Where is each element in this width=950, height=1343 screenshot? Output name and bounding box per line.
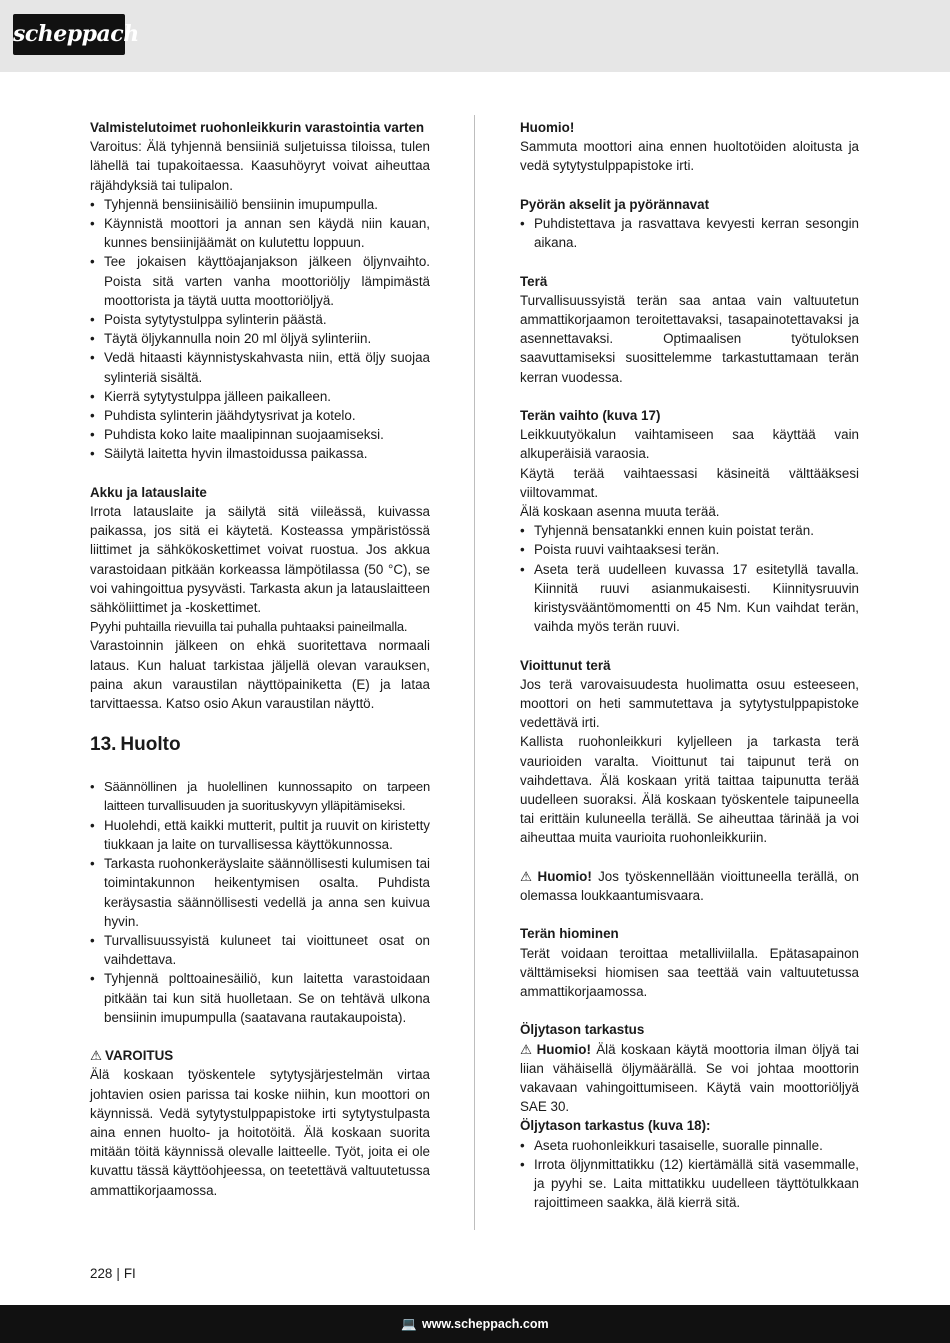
warning-text: Älä koskaan työskentele sytytysjärjestelmän virtaa johtavien osien parissa tai koske niihin, kun moottori on käynnissä. Vedä sytytystulppapistoke irti sytytystulpasta aina ennen huolto- ja hoitotöitä. Älä koskaan suorita mitään töitä käynnissä olevalle laitteelle. Työt, joita ei ole kuvattu tässä käyttöohjeessa, on teetettävä valtuutetussa ammattikorjaamossa.: [90, 1067, 430, 1198]
list-item: • Tee jokaisen käyttöajanjakson jälkeen öljynvaihto. Poista sitä varten vanha moottoriöljy lämpimästä moottorista ja täytä uutta moottoriöljyä.: [90, 252, 430, 310]
warning-triangle-icon: ⚠: [520, 868, 535, 884]
storage-prep-heading: Valmistelutoimet ruohonleikkurin varastointia varten: [90, 120, 425, 135]
blade-change-list: [520, 521, 859, 636]
caution-heading: Huomio!: [520, 120, 575, 135]
list-item: • Tyhjennä bensiinisäiliö bensiinin imupumpulla.: [90, 195, 430, 214]
list-item: • Poista ruuvi vaihtaaksesi terän.: [520, 540, 859, 559]
blade-change-paragraph: Älä koskaan asenna muuta terää.: [520, 504, 720, 520]
oil-check-heading: Öljytason tarkastus (kuva 18):: [520, 1118, 711, 1134]
page-number-value: 228: [90, 1266, 113, 1281]
list-item: • Aseta ruohonleikkuri tasaiselle, suoralle pinnalle.: [520, 1136, 859, 1155]
monitor-icon: 💻: [401, 1317, 417, 1331]
warning-triangle-icon: ⚠: [90, 1048, 103, 1064]
brand-logo: scheppach: [13, 14, 125, 55]
list-item: • Poista sytytystulppa sylinterin päästä.: [90, 310, 430, 329]
list-item: • Käynnistä moottori ja annan sen käydä niin kauan, kunnes bensiinijäämät on kulutettu loppuun.: [90, 214, 430, 252]
list-item: • Tyhjennä polttoainesäiliö, kun laitetta varastoidaan pitkään tai kun sitä huolletaan. Se on tehtävä ulkona bensiinin imupumpulla (saatavana rautakaupoista).: [90, 969, 430, 1027]
blade-change-paragraph: Käytä terää vaihtaessasi käsineitä välttääksesi viiltovammat.: [520, 465, 859, 500]
storage-prep-list: [90, 195, 430, 464]
list-item: • Puhdistettava ja rasvattava kevyesti kerran sesongin aikana.: [520, 214, 859, 252]
page-separator: |: [116, 1266, 120, 1281]
battery-paragraph: Irrota latauslaite ja säilytä sitä viileässä, kuivassa paikassa, jos sitä ei käytetä. Kosteassa ympäristössä liittimet ja sähkökoskettimet voivat ruostua. Jos akkua varastoidaan pitkään korkeassa lämpötilassa (50 °C), se voi vahingoittua pysyvästi. Tarkasta akun ja latauslaitteen sähköliittimet ja -koskettimet.: [90, 504, 430, 616]
injury-warning-label: Huomio!: [537, 868, 592, 884]
blade-sharpening-heading: Terän hiominen: [520, 926, 619, 942]
oil-warning-label: Huomio!: [536, 1041, 591, 1057]
right-column: [520, 118, 859, 1212]
list-item: • Säilytä laitetta hyvin ilmastoidussa paikassa.: [90, 444, 430, 463]
blade-change-paragraph: Leikkuutyökalun vaihtamiseen saa käyttää vain alkuperäisiä varaosia.: [520, 427, 859, 462]
wheel-axles-heading: Pyörän akselit ja pyörännavat: [520, 196, 710, 212]
list-item: • Täytä öljykannulla noin 20 ml öljyä sylinteriin.: [90, 329, 430, 348]
wheel-axles-list: [520, 214, 859, 252]
damaged-blade-paragraph: Jos terä varovaisuudesta huolimatta osuu esteeseen, moottori on heti sammutettava ja sytytystulppapistoke vedettävä irti.: [520, 676, 859, 731]
oil-warning-text: Älä koskaan käytä moottoria ilman öljyä tai liian vähäisellä öljymäärällä. Se voi johtaa moottorin vakavaan vahingoittumiseen. Käytä vain moottoriöljyä SAE 30.: [520, 1041, 859, 1115]
oil-level-heading: Öljytason tarkastus: [520, 1022, 645, 1038]
maintenance-list: [90, 777, 430, 1027]
list-item: • Huolehdi, että kaikki mutterit, pultit ja ruuvit on kiristetty tiukkaan ja laite on turvallisessa käyttökunnossa.: [90, 816, 430, 854]
blade-text: Turvallisuussyistä terän saa antaa vain valtuutetun ammattikorjaamon teroitettavaksi, tasapainotettavaksi ja asennettavaksi. Optimaalisen työtuloksen saavuttamiseksi suosittelemme tarkastuttamaan terän kerran vuodessa.: [520, 292, 859, 385]
section-heading-maintenance: [90, 733, 430, 757]
warning-triangle-icon: ⚠: [520, 1041, 534, 1057]
section-title: Huolto: [120, 734, 181, 756]
list-item: • Aseta terä uudelleen kuvassa 17 esitetyllä tavalla. Kiinnitä ruuvi asianmukaisesti. Kiinnitysruuvin kiristysvääntömomentti on 45 Nm. Kun vaihdat terän, vaihda myös terän ruuvi.: [520, 560, 859, 637]
list-item: • Vedä hitaasti käynnistyskahvasta niin, että öljy suojaa sylinteriä sisältä.: [90, 348, 430, 386]
list-item: • Tarkasta ruohonkeräyslaite säännöllisesti kulumisen tai toimintakunnon heikentymisen osalta. Puhdista keräysastia säännöllisesti vedellä ja anna sen kuivua hyvin.: [90, 854, 430, 931]
list-item: • Puhdista koko laite maalipinnan suojaamiseksi.: [90, 425, 430, 444]
blade-heading: Terä: [520, 273, 548, 289]
language-code: FI: [123, 1266, 136, 1281]
warning-title: VAROITUS: [105, 1048, 174, 1064]
left-column: [90, 118, 430, 1200]
damaged-blade-paragraph: Kallista ruohonleikkuri kyljelleen ja tarkasta terä vaurioiden varalta. Vioittunut tai taipunut terä on vaihdettava. Älä koskaan yritä taittaa taipunutta terää uudelleen suoraksi. Älä koskaan työskentele taipuneella tai erittäin kuluneella terällä. Se aiheuttaa tärinää ja voi aiheuttaa muita vaurioita ruohonleikkuriin.: [520, 734, 859, 846]
list-item: • Säännöllinen ja huolellinen kunnossapito on tarpeen laitteen turvallisuuden ja suorituskyvyn ylläpitämiseksi.: [90, 777, 430, 815]
oil-level-warning: [520, 1040, 859, 1117]
injury-warning-text: Jos työskennellään vioittuneella terällä, on olemassa loukkaantumisvaara.: [520, 868, 859, 904]
oil-check-list: [520, 1136, 859, 1213]
footer-band: [0, 1305, 950, 1343]
list-item: • Tyhjennä bensatankki ennen kuin poistat terän.: [520, 521, 859, 540]
battery-charger-heading: Akku ja latauslaite: [90, 484, 207, 500]
warning-heading: [90, 1046, 430, 1065]
list-item: • Irrota öljynmittatikku (12) kiertämällä sitä vasemmalle, ja pyyhi se. Laita mittatikku uudelleen täyttötulkkaan rajoittimeen saakka, älä kierrä sitä.: [520, 1155, 859, 1213]
header-band: [0, 0, 950, 72]
battery-paragraph: Varastoinnin jälkeen on ehkä suoritettava normaali lataus. Kun haluat tarkistaa jäljellä olevan varauksen, paina akun varaustilan näyttöpainiketta (E) ja lataa tarvittaessa. Katso osio Akun varaustilan näyttö.: [90, 638, 430, 712]
column-divider: [474, 115, 475, 1230]
storage-prep-warning: Varoitus: Älä tyhjennä bensiiniä suljetuissa tiloissa, tulen lähellä tai tupakoitaessa. Kaasuhöyryt voivat aiheuttaa räjähdyksiä tai tulipalon.: [90, 139, 430, 193]
blade-sharpening-text: Terät voidaan teroittaa metalliviilalla. Epätasapainon välttämiseksi hiomisen saa teettää vain valtuutetussa ammattikorjaamossa.: [520, 945, 859, 1000]
damaged-blade-heading: Vioittunut terä: [520, 657, 611, 673]
blade-change-heading: Terän vaihto (kuva 17): [520, 408, 661, 423]
website-url[interactable]: www.scheppach.com: [421, 1317, 549, 1331]
list-item: • Puhdista sylinterin jäähdytysrivat ja kotelo.: [90, 406, 430, 425]
caution-text: Sammuta moottori aina ennen huoltotöiden aloitusta ja vedä sytytystulppapistoke irti.: [520, 139, 859, 174]
page-number: [90, 1266, 136, 1281]
list-item: • Turvallisuussyistä kuluneet tai vioittuneet osat on vaihdettava.: [90, 931, 430, 969]
injury-warning: [520, 867, 859, 905]
section-number: 13.: [90, 734, 117, 756]
battery-paragraph: Pyyhi puhtailla rievuilla tai puhalla puhtaaksi paineilmalla.: [90, 619, 408, 635]
list-item: • Kierrä sytytystulppa jälleen paikalleen.: [90, 387, 430, 406]
